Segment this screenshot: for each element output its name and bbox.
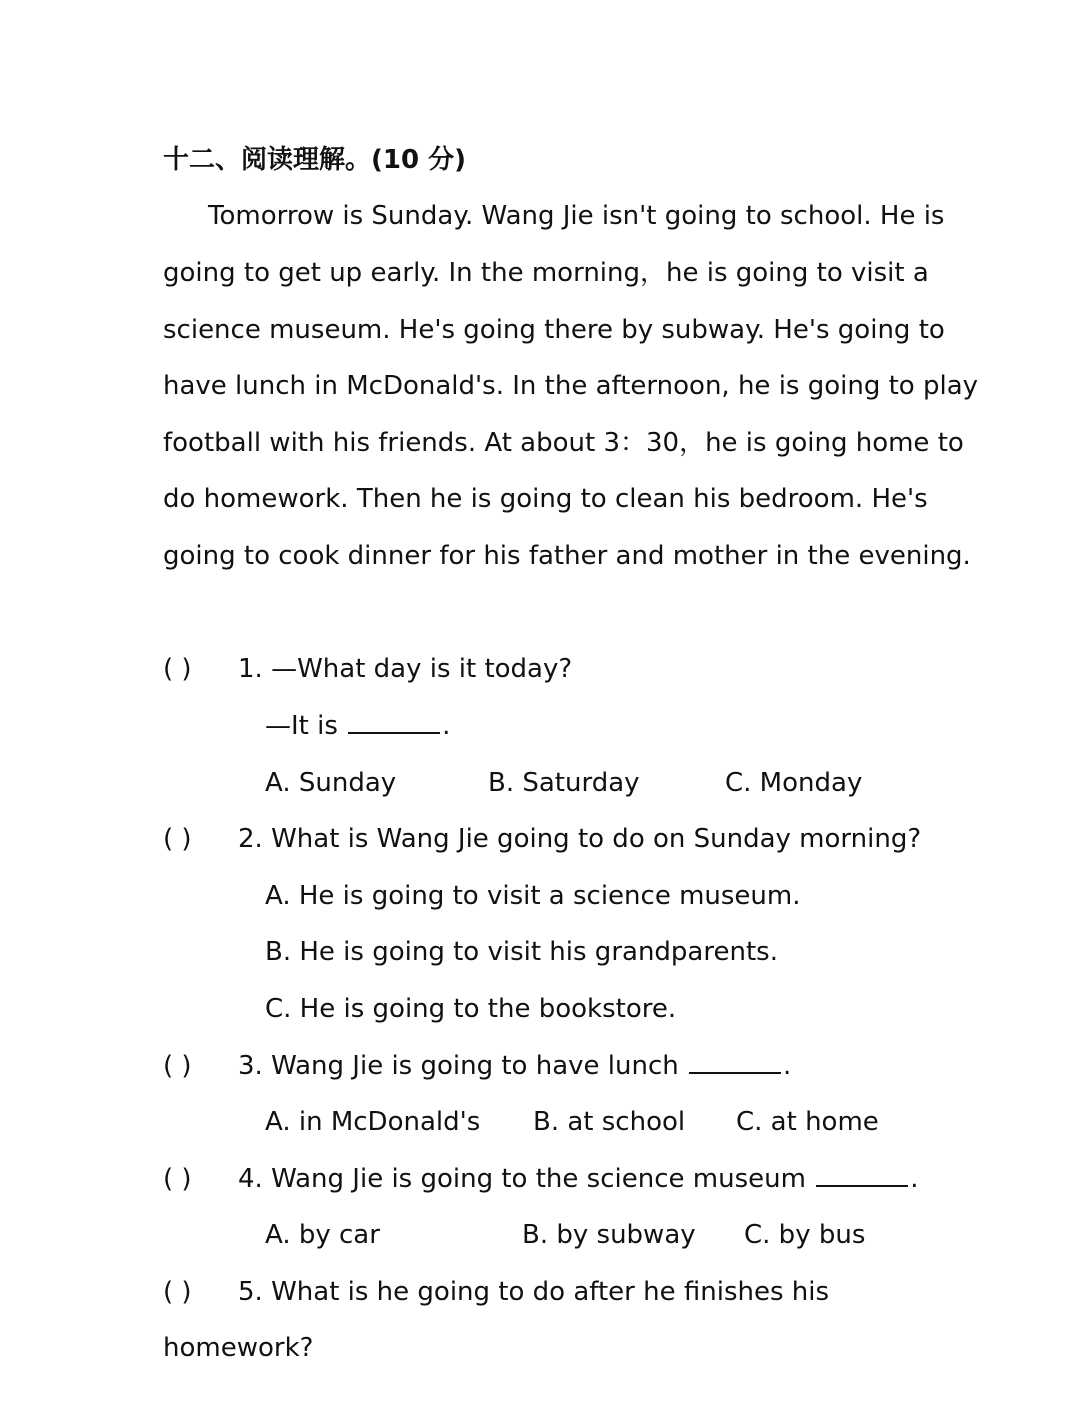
option-a[interactable]: A. in McDonald's bbox=[265, 1107, 481, 1137]
fill-blank[interactable] bbox=[816, 1159, 908, 1187]
question-text: 1. —What day is it today? bbox=[238, 654, 573, 684]
answer-paren[interactable]: ( ) bbox=[163, 1277, 192, 1307]
answer-paren[interactable]: ( ) bbox=[163, 824, 192, 854]
option-b[interactable]: B. at school bbox=[533, 1107, 686, 1137]
answer-paren[interactable]: ( ) bbox=[163, 1051, 192, 1081]
fill-blank[interactable] bbox=[348, 706, 440, 734]
subline-suffix: . bbox=[442, 711, 451, 741]
option-c[interactable]: C. Monday bbox=[725, 768, 863, 798]
passage-line: going to get up early. In the morning，he is going to visit a bbox=[163, 258, 929, 288]
question-text-prefix: 3. Wang Jie is going to have lunch bbox=[238, 1051, 688, 1081]
question-text-suffix: . bbox=[783, 1051, 792, 1081]
option-b[interactable]: B. Saturday bbox=[488, 768, 640, 798]
question-text-prefix: 4. Wang Jie is going to the science museum bbox=[238, 1164, 815, 1194]
question-text bbox=[238, 1159, 918, 1199]
option-b[interactable]: B. by subway bbox=[522, 1220, 696, 1250]
option-b[interactable]: B. He is going to visit his grandparents. bbox=[265, 937, 778, 967]
option-c[interactable]: C. He is going to the bookstore. bbox=[265, 994, 677, 1024]
passage-line: going to cook dinner for his father and mother in the evening. bbox=[163, 541, 971, 571]
option-c[interactable]: C. at home bbox=[736, 1107, 879, 1137]
subline-prefix: —It is bbox=[265, 711, 347, 741]
answer-paren[interactable]: ( ) bbox=[163, 654, 192, 684]
fill-blank[interactable] bbox=[689, 1046, 781, 1074]
passage-line: have lunch in McDonald's. In the afternoon, he is going to play bbox=[163, 371, 979, 401]
section-title: 十二、阅读理解。(10 分) bbox=[163, 145, 466, 175]
question-text: 2. What is Wang Jie going to do on Sunday morning? bbox=[238, 824, 922, 854]
option-a[interactable]: A. He is going to visit a science museum. bbox=[265, 881, 801, 911]
option-c[interactable]: C. by bus bbox=[744, 1220, 866, 1250]
passage-line: Tomorrow is Sunday. Wang Jie isn't going to school. He is bbox=[208, 201, 945, 231]
question-text bbox=[238, 1046, 791, 1086]
question-text-continued: homework? bbox=[163, 1333, 314, 1363]
option-a[interactable]: A. by car bbox=[265, 1220, 380, 1250]
question-text: 5. What is he going to do after he finishes his bbox=[238, 1277, 830, 1307]
question-subline bbox=[265, 706, 450, 746]
passage-line: football with his friends. At about 3：30，he is going home to bbox=[163, 428, 964, 458]
question-text-suffix: . bbox=[910, 1164, 919, 1194]
passage-line: science museum. He's going there by subway. He's going to bbox=[163, 315, 945, 345]
option-a[interactable]: A. Sunday bbox=[265, 768, 397, 798]
passage-line: do homework. Then he is going to clean his bedroom. He's bbox=[163, 484, 928, 514]
answer-paren[interactable]: ( ) bbox=[163, 1164, 192, 1194]
